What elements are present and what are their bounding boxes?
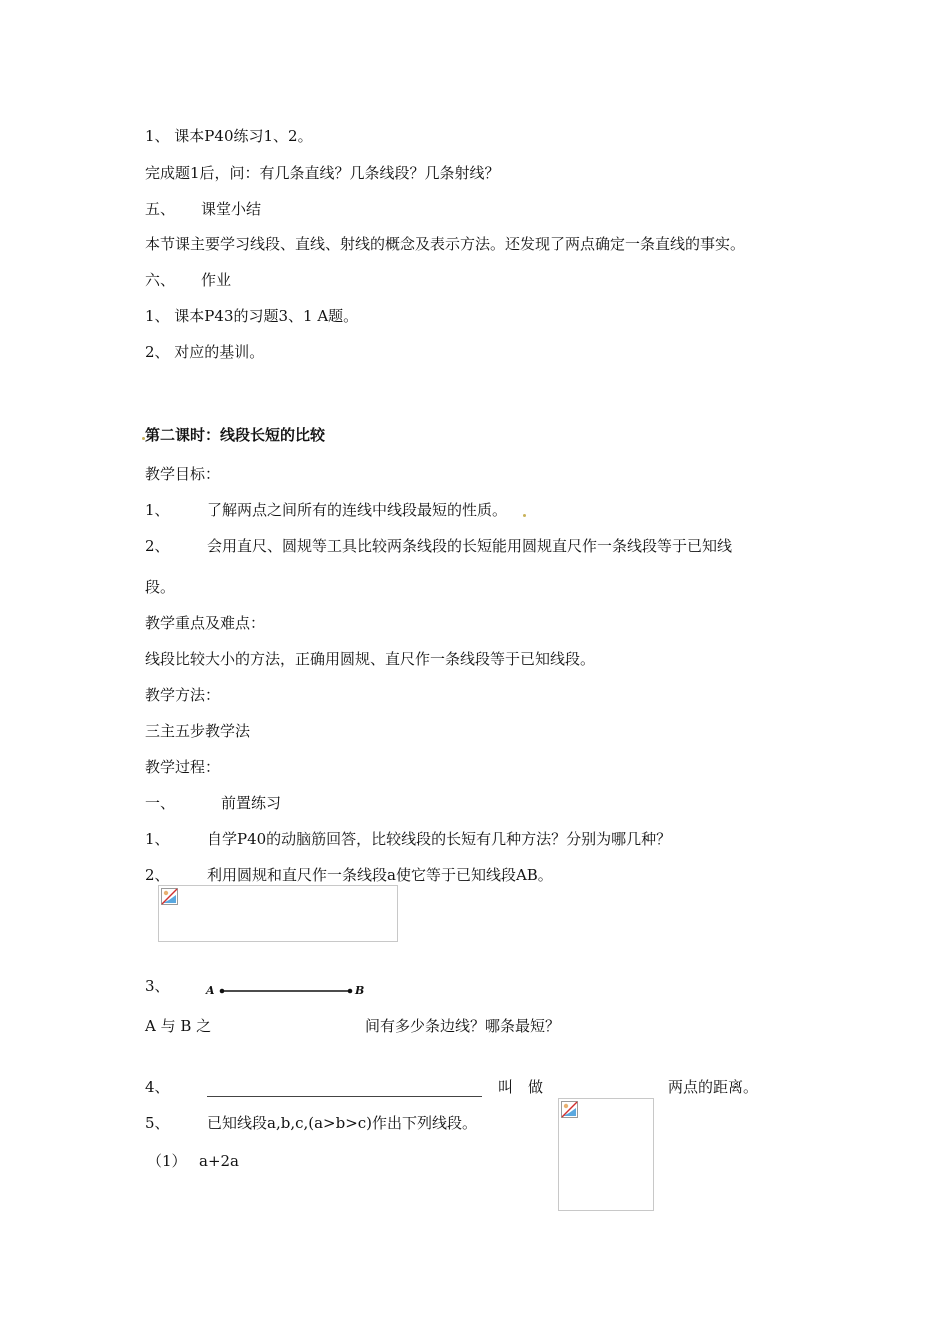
section-title: 作业 [201, 271, 232, 289]
anchor-mark-icon [523, 514, 526, 517]
section-summary [145, 199, 261, 219]
item-text: 自学P40的动脑筋回答，比较线段的长短有几种方法？分别为哪几种？ [207, 830, 672, 848]
step-number: 一、 [145, 794, 176, 812]
section-number: 六、 [145, 271, 176, 289]
exercise-line-1: 1、 课本P40练习1、2。 [145, 127, 313, 145]
step-title: 前置练习 [221, 794, 282, 812]
item-text: a+2a [199, 1152, 239, 1170]
summary-text: 本节课主要学习线段、直线、射线的概念及表示方法。还发现了两点确定一条直线的事实。 [145, 235, 746, 253]
goals-label: 教学目标： [145, 465, 221, 483]
point-a-label: A [206, 984, 215, 997]
question-3-part-b: 间有多少条边线？哪条最短？ [365, 1017, 561, 1035]
lesson-heading: 第二课时：线段长短的比较 [145, 426, 326, 444]
fill-blank[interactable] [207, 1082, 482, 1097]
item-text: 了解两点之间所有的连线中线段最短的性质。 [207, 501, 508, 519]
item-number: 1、 [145, 830, 170, 848]
process-label: 教学过程： [145, 758, 221, 776]
section-number: 五、 [145, 200, 176, 218]
goal-item-2-continued: 段。 [145, 578, 176, 596]
question-2 [145, 865, 553, 885]
question-4-mid: 叫 做 [498, 1078, 544, 1096]
question-5-part-1 [147, 1151, 239, 1171]
point-b-label: B [355, 984, 365, 997]
item-number: （1） [147, 1152, 187, 1170]
item-text: 利用圆规和直尺作一条线段a使它等于已知线段AB。 [207, 866, 553, 884]
exercise-question: 完成题1后，问：有几条直线？几条线段？几条射线？ [145, 164, 500, 182]
broken-image-icon [161, 888, 178, 905]
method-text: 三主五步教学法 [145, 722, 251, 740]
broken-image-icon [561, 1101, 578, 1118]
item-number: 2、 [145, 537, 170, 555]
homework-item-2: 2、 对应的基训。 [145, 343, 265, 361]
item-text: 会用直尺、圆规等工具比较两条线段的长短能用圆规直尺作一条线段等于已知线 [207, 537, 733, 555]
question-3-text [145, 1016, 560, 1036]
item-text: 已知线段a,b,c,(a>b>c)作出下列线段。 [207, 1114, 478, 1132]
item-number: 1、 [145, 501, 170, 519]
homework-item-1: 1、 课本P43的习题3、1 A题。 [145, 307, 359, 325]
goal-item-1 [145, 500, 507, 520]
question-3-number: 3、 [145, 977, 170, 995]
key-points-text: 线段比较大小的方法，正确用圆规、直尺作一条线段等于已知线段。 [145, 650, 596, 668]
section-homework [145, 270, 231, 290]
question-1 [145, 829, 671, 849]
question-3-part-a: A 与 B 之 [145, 1017, 212, 1035]
process-step-1 [145, 793, 281, 813]
question-4 [145, 1077, 543, 1097]
question-5 [145, 1113, 477, 1133]
question-4-end: 两点的距离。 [668, 1078, 759, 1096]
method-label: 教学方法： [145, 686, 221, 704]
image-placeholder [158, 885, 398, 942]
item-number: 2、 [145, 866, 170, 884]
goal-item-2 [145, 536, 732, 556]
segment-ab-figure [202, 982, 372, 1000]
key-points-label: 教学重点及难点： [145, 614, 266, 632]
section-title: 课堂小结 [201, 200, 262, 218]
image-placeholder [558, 1098, 654, 1211]
item-number: 4、 [145, 1078, 170, 1096]
item-number: 5、 [145, 1114, 170, 1132]
